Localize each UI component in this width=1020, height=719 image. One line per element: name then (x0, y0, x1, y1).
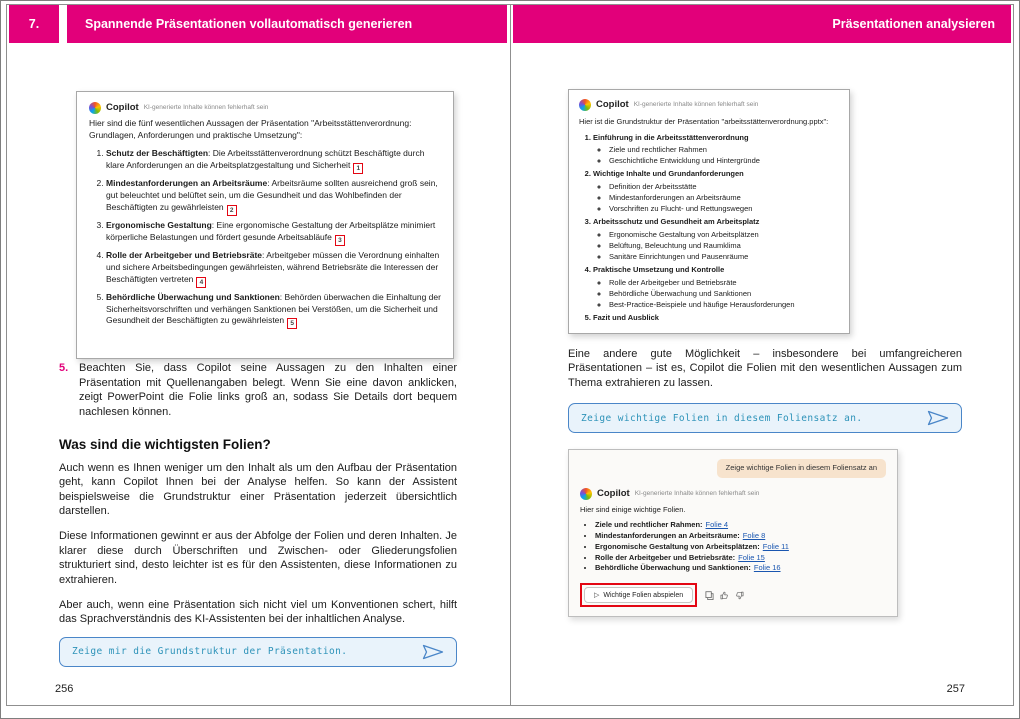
copilot-brand: Copilot (597, 488, 630, 500)
summary-item-title: Rolle der Arbeitgeber und Betriebsräte (106, 249, 263, 260)
body-paragraph: Auch wenn es Ihnen weniger um den Inhalt als um den Aufbau der Präsentation geht, kann Copilot Ihnen bei der Analyse helfen. So kann der Assistent beispielsweise die Grundstruktur einer Präsentation jederzeit übersichtlich darstellen. (59, 461, 457, 518)
summary-item-text: : Eine ergonomische Gestaltung der Arbeitsplätze minimiert körperliche Belastungen und fördert gesunde Arbeitsabläufe (106, 219, 436, 242)
right-text-column (568, 89, 962, 617)
citation-ref-1[interactable]: 1 (353, 163, 363, 174)
slide-item (595, 563, 886, 574)
slide-label: Mindestanforderungen an Arbeitsräume: (595, 530, 740, 540)
copilot-logo-icon (579, 99, 591, 111)
body-paragraph: Diese Informationen gewinnt er aus der Abfolge der Folien und deren Inhalten. Je klarer diese durch Überschriften und Zwischen- oder Gliederungsfolien strukturiert sind, desto leichter ist es für den Assistenten, diese Informationen zu extrahieren. (59, 530, 457, 586)
citation-ref-2[interactable]: 2 (227, 205, 237, 216)
right-running-header (513, 5, 1011, 43)
slide-label: Behördliche Überwachung und Sanktionen: (595, 563, 751, 573)
copilot-header (579, 98, 839, 112)
summary-item-text: : Behörden überwachen die Einhaltung der Sicherheitsvorschriften und verhängen Sanktionen bei Verstößen, um die Sicherheit und Gesundheit der Beschäftigten zu gewährleisten (106, 291, 441, 326)
left-text-column (59, 361, 457, 667)
copilot-brand: Copilot (106, 102, 139, 113)
user-message-bubble: Zeige wichtige Folien in diesem Foliensatz an (717, 459, 886, 478)
slide-item (595, 531, 886, 542)
summary-item (106, 220, 441, 246)
outline-sub: ◦ Geschichtliche Entwicklung und Hintergründe (609, 155, 839, 166)
play-icon: ▷ (594, 592, 600, 600)
outline-sub: ◦ Behördliche Überwachung und Sanktionen (609, 288, 839, 299)
step-number: 5. (59, 362, 69, 374)
slide-label: Ziele und rechtlicher Rahmen: (595, 519, 703, 529)
body-paragraph: Eine andere gute Möglichkeit – insbesondere bei umfangreicheren Präsentationen – ist es, Copilot die Folien mit den wesentlichen Aussagen zum Thema extrahieren zu lassen. (568, 347, 962, 389)
slide-link[interactable]: Folie 15 (738, 552, 765, 562)
summary-item-text: : Die Arbeitsstättenverordnung schützt Beschäftigte durch klare Anforderungen an die Arbeitsplatzgestaltung und Sicherheit (106, 148, 425, 170)
citation-ref-5[interactable]: 5 (287, 318, 297, 329)
page-divider (510, 5, 511, 705)
outline-sub: ◦ Ergonomische Gestaltung von Arbeitsplätzen (609, 229, 839, 240)
numbered-step-5 (59, 361, 457, 420)
summary-item (106, 148, 441, 174)
summary-item-text: : Arbeitsräume sollten ausreichend groß sein, gut beleuchtet und belüftet sein, um die Gesundheit und das Wohlbefinden der Beschäftigten zu gewährleisten (106, 178, 438, 212)
slide-link[interactable]: Folie 16 (753, 563, 781, 573)
important-slides-list (580, 520, 886, 574)
page-number-right: 257 (946, 683, 965, 695)
copilot-logo-icon (89, 102, 101, 114)
outline-title: Wichtige Inhalte und Grundanforderungen (593, 169, 744, 179)
page-area (6, 4, 1014, 706)
slide-item (595, 520, 886, 531)
copy-icon[interactable] (705, 591, 714, 600)
slide-item (595, 542, 886, 553)
outline-sub: ◦ Rolle der Arbeitgeber und Betriebsräte (609, 277, 839, 288)
left-running-header (67, 5, 507, 43)
copilot-chat-screenshot (568, 449, 898, 617)
structure-intro: Hier ist die Grundstruktur der Präsentation "arbeitsstättenverordnung.pptx": (579, 117, 829, 127)
summary-item (106, 250, 441, 288)
red-highlight-box (580, 583, 697, 607)
copilot-header (89, 101, 441, 114)
copilot-header (580, 487, 886, 501)
slide-label: Ergonomische Gestaltung von Arbeitsplätzen: (595, 541, 760, 551)
copilot-structure-screenshot (568, 89, 850, 334)
copilot-summary-screenshot (76, 91, 454, 359)
outline-item (593, 312, 839, 323)
outline-title: Einführung in die Arbeitsstättenverordnung (593, 132, 749, 142)
prompt-box-structure[interactable] (59, 637, 457, 667)
outline-sub: ◦ Vorschriften zu Flucht- und Rettungswegen (609, 203, 839, 214)
section-heading: Was sind die wichtigsten Folien? (59, 436, 271, 452)
play-button-label: Wichtige Folien abspielen (603, 591, 684, 599)
thumbs-down-icon[interactable] (735, 591, 744, 600)
summary-item-text: : Arbeitgeber müssen die Verordnung einhalten und sichere Arbeitsbedingungen gewährleisten, während Betriebsräte die Interessen der Beschäftigten vertreten (106, 249, 440, 284)
prompt-text: Zeige wichtige Folien in diesem Foliensatz an. (581, 412, 863, 424)
outline-title: Fazit und Ausblick (593, 313, 659, 323)
summary-item-title: Mindestanforderungen an Arbeitsräume (106, 178, 268, 189)
outline-item (593, 132, 839, 167)
slide-link[interactable]: Folie 4 (705, 519, 729, 529)
step-text: Beachten Sie, dass Copilot seine Aussagen zu den Inhalten einer Präsentation mit Quellenangaben belegt. Wenn Sie eine davon anklicken, zeigt PowerPoint die Folie links groß an, sodass Sie Details dort bequem nachlesen können. (79, 362, 457, 418)
ai-disclaimer: KI-generierte Inhalte können fehlerhaft sein (143, 104, 269, 112)
citation-ref-4[interactable]: 4 (196, 277, 206, 288)
send-icon[interactable] (927, 410, 949, 426)
outline-title: Arbeitsschutz und Gesundheit am Arbeitsplatz (593, 217, 760, 227)
summary-list (89, 148, 441, 329)
body-paragraph: Aber auch, wenn eine Präsentation sich nicht viel um Konventionen schert, hilft das Sprachverständnis des KI-Assistenten bei der inhaltlichen Analyse. (59, 598, 457, 626)
send-icon[interactable] (422, 644, 444, 660)
outline-item (593, 168, 839, 214)
outline-sub: ◦ Ziele und rechtlicher Rahmen (609, 144, 839, 155)
outline-sub: ◦ Belüftung, Beleuchtung und Raumklima (609, 240, 839, 251)
prompt-text: Zeige mir die Grundstruktur der Präsentation. (72, 646, 348, 658)
citation-ref-3[interactable]: 3 (335, 235, 345, 246)
summary-intro: Hier sind die fünf wesentlichen Aussagen der Präsentation "Arbeitsstättenverordnung: Grundlagen, Anforderungen und praktische Umsetzung": (89, 118, 412, 141)
copilot-brand: Copilot (596, 99, 629, 110)
summary-item-title: Schutz der Beschäftigten (106, 148, 209, 159)
chapter-number: 7. (28, 17, 40, 31)
summary-item-title: Behördliche Überwachung und Sanktionen (106, 291, 280, 302)
left-header-title: Spannende Präsentationen vollautomatisch generieren (85, 17, 413, 31)
play-important-slides-button[interactable] (584, 587, 693, 603)
summary-item (106, 178, 441, 216)
slide-item (595, 553, 886, 564)
slide-link[interactable]: Folie 8 (742, 530, 766, 540)
slide-link[interactable]: Folie 11 (762, 541, 789, 551)
outline-item (593, 216, 839, 262)
outline-sub: ◦ Sanitäre Einrichtungen und Pausenräume (609, 251, 839, 262)
thumbs-up-icon[interactable] (720, 591, 729, 600)
summary-item-title: Ergonomische Gestaltung (106, 219, 212, 230)
chat-actions-row (580, 583, 886, 607)
structure-outline (579, 132, 839, 324)
chapter-number-badge (9, 5, 59, 43)
outline-sub: ◦ Best-Practice-Beispiele und häufige Herausforderungen (609, 299, 839, 310)
summary-item (106, 292, 441, 330)
outline-title: Praktische Umsetzung und Kontrolle (593, 265, 725, 275)
ai-disclaimer: KI-generierte Inhalte können fehlerhaft sein (634, 490, 760, 498)
slide-label: Rolle der Arbeitgeber und Betriebsräte: (595, 552, 736, 562)
outline-sub: ◦ Mindestanforderungen an Arbeitsräume (609, 192, 839, 203)
right-header-title: Präsentationen analysieren (832, 17, 995, 31)
prompt-box-important-slides[interactable] (568, 403, 962, 433)
outline-sub: ◦ Definition der Arbeitsstätte (609, 181, 839, 192)
copilot-logo-icon (580, 488, 592, 500)
ai-disclaimer: KI-generierte Inhalte können fehlerhaft sein (633, 101, 759, 109)
page-number-left: 256 (55, 683, 74, 695)
chat-intro: Hier sind einige wichtige Folien. (580, 505, 686, 515)
outline-item (593, 264, 839, 310)
feedback-icons (705, 591, 744, 600)
